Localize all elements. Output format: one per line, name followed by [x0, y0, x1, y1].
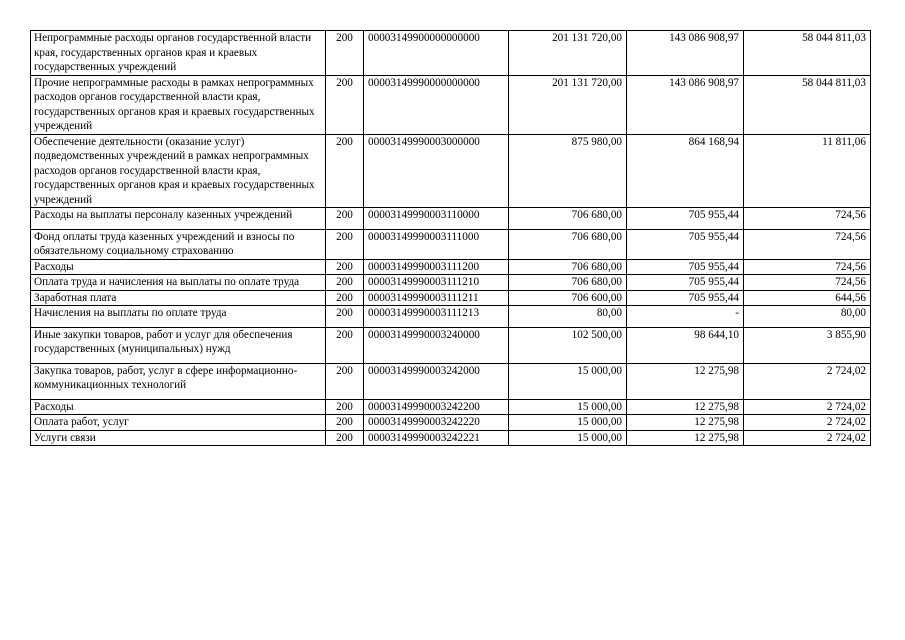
expense-name-cell: Закупка товаров, работ, услуг в сфере информационно-коммуникационных технологий: [31, 363, 326, 399]
expense-name-cell: Начисления на выплаты по оплате труда: [31, 306, 326, 328]
line-code-cell: 200: [326, 363, 364, 399]
expense-name-cell: Обеспечение деятельности (оказание услуг) подведомственных учреждений в рамках непрограммных расходов органов государственной власти края, государственных органов края и краевых государственных учреждений: [31, 134, 326, 208]
unexecuted-amount-cell: 2 724,02: [744, 415, 871, 431]
line-code-cell: 200: [326, 134, 364, 208]
table-row: [31, 399, 871, 415]
unexecuted-amount-cell: 724,56: [744, 259, 871, 275]
approved-amount-cell: 15 000,00: [509, 363, 627, 399]
budget-classification-cell: 00003149990003242221: [364, 430, 509, 446]
expense-name-cell: Расходы: [31, 259, 326, 275]
unexecuted-amount-cell: 724,56: [744, 275, 871, 291]
expense-name-cell: Расходы: [31, 399, 326, 415]
unexecuted-amount-cell: 3 855,90: [744, 327, 871, 363]
line-code-cell: 200: [326, 275, 364, 291]
approved-amount-cell: 706 680,00: [509, 259, 627, 275]
table-row: [31, 363, 871, 399]
budget-classification-cell: 00003149990003000000: [364, 134, 509, 208]
expense-name-cell: Расходы на выплаты персоналу казенных учреждений: [31, 208, 326, 230]
expense-name-cell: Прочие непрограммные расходы в рамках непрограммных расходов органов государственной власти края, государственных органов края и краевых государственных учреждений: [31, 75, 326, 134]
approved-amount-cell: 15 000,00: [509, 430, 627, 446]
approved-amount-cell: 706 680,00: [509, 208, 627, 230]
unexecuted-amount-cell: 644,56: [744, 290, 871, 306]
unexecuted-amount-cell: 2 724,02: [744, 399, 871, 415]
expenditure-table: [30, 30, 871, 446]
table-row: [31, 275, 871, 291]
line-code-cell: 200: [326, 430, 364, 446]
executed-amount-cell: 705 955,44: [627, 275, 744, 291]
approved-amount-cell: 706 680,00: [509, 229, 627, 259]
expense-name-cell: Заработная плата: [31, 290, 326, 306]
expenditure-table-body: [31, 31, 871, 446]
executed-amount-cell: 705 955,44: [627, 208, 744, 230]
approved-amount-cell: 80,00: [509, 306, 627, 328]
budget-classification-cell: 00003149990003242200: [364, 399, 509, 415]
budget-classification-cell: 00003149990003111200: [364, 259, 509, 275]
table-row: [31, 306, 871, 328]
table-row: [31, 430, 871, 446]
budget-classification-cell: 00003149900000000000: [364, 31, 509, 76]
table-row: [31, 259, 871, 275]
approved-amount-cell: 15 000,00: [509, 399, 627, 415]
approved-amount-cell: 706 680,00: [509, 275, 627, 291]
table-row: [31, 208, 871, 230]
approved-amount-cell: 875 980,00: [509, 134, 627, 208]
line-code-cell: 200: [326, 75, 364, 134]
executed-amount-cell: 705 955,44: [627, 229, 744, 259]
executed-amount-cell: 98 644,10: [627, 327, 744, 363]
budget-classification-cell: 00003149990003242220: [364, 415, 509, 431]
executed-amount-cell: 12 275,98: [627, 430, 744, 446]
line-code-cell: 200: [326, 208, 364, 230]
table-row: [31, 327, 871, 363]
expense-name-cell: Оплата труда и начисления на выплаты по оплате труда: [31, 275, 326, 291]
expense-name-cell: Услуги связи: [31, 430, 326, 446]
expense-name-cell: Фонд оплаты труда казенных учреждений и взносы по обязательному социальному страхованию: [31, 229, 326, 259]
executed-amount-cell: 12 275,98: [627, 363, 744, 399]
expense-name-cell: Оплата работ, услуг: [31, 415, 326, 431]
line-code-cell: 200: [326, 327, 364, 363]
table-row: [31, 290, 871, 306]
unexecuted-amount-cell: 58 044 811,03: [744, 31, 871, 76]
expense-name-cell: Иные закупки товаров, работ и услуг для обеспечения государственных (муниципальных) нужд: [31, 327, 326, 363]
unexecuted-amount-cell: 2 724,02: [744, 363, 871, 399]
executed-amount-cell: 705 955,44: [627, 290, 744, 306]
line-code-cell: 200: [326, 290, 364, 306]
approved-amount-cell: 201 131 720,00: [509, 31, 627, 76]
table-row: [31, 415, 871, 431]
approved-amount-cell: 15 000,00: [509, 415, 627, 431]
budget-classification-cell: 00003149990003240000: [364, 327, 509, 363]
line-code-cell: 200: [326, 399, 364, 415]
table-row: [31, 134, 871, 208]
unexecuted-amount-cell: 11 811,06: [744, 134, 871, 208]
unexecuted-amount-cell: 58 044 811,03: [744, 75, 871, 134]
line-code-cell: 200: [326, 415, 364, 431]
table-row: [31, 229, 871, 259]
budget-report-page: [30, 30, 870, 446]
line-code-cell: 200: [326, 229, 364, 259]
table-row: [31, 75, 871, 134]
approved-amount-cell: 706 600,00: [509, 290, 627, 306]
unexecuted-amount-cell: 724,56: [744, 208, 871, 230]
executed-amount-cell: 864 168,94: [627, 134, 744, 208]
budget-classification-cell: 00003149990003111211: [364, 290, 509, 306]
executed-amount-cell: 143 086 908,97: [627, 31, 744, 76]
unexecuted-amount-cell: 80,00: [744, 306, 871, 328]
line-code-cell: 200: [326, 259, 364, 275]
budget-classification-cell: 00003149990000000000: [364, 75, 509, 134]
approved-amount-cell: 201 131 720,00: [509, 75, 627, 134]
executed-amount-cell: 143 086 908,97: [627, 75, 744, 134]
expense-name-cell: Непрограммные расходы органов государственной власти края, государственных органов края и краевых государственных учреждений: [31, 31, 326, 76]
budget-classification-cell: 00003149990003111000: [364, 229, 509, 259]
line-code-cell: 200: [326, 31, 364, 76]
executed-amount-cell: 12 275,98: [627, 415, 744, 431]
executed-amount-cell: -: [627, 306, 744, 328]
line-code-cell: 200: [326, 306, 364, 328]
approved-amount-cell: 102 500,00: [509, 327, 627, 363]
unexecuted-amount-cell: 2 724,02: [744, 430, 871, 446]
executed-amount-cell: 12 275,98: [627, 399, 744, 415]
budget-classification-cell: 00003149990003242000: [364, 363, 509, 399]
budget-classification-cell: 00003149990003110000: [364, 208, 509, 230]
unexecuted-amount-cell: 724,56: [744, 229, 871, 259]
budget-classification-cell: 00003149990003111210: [364, 275, 509, 291]
table-row: [31, 31, 871, 76]
executed-amount-cell: 705 955,44: [627, 259, 744, 275]
budget-classification-cell: 00003149990003111213: [364, 306, 509, 328]
